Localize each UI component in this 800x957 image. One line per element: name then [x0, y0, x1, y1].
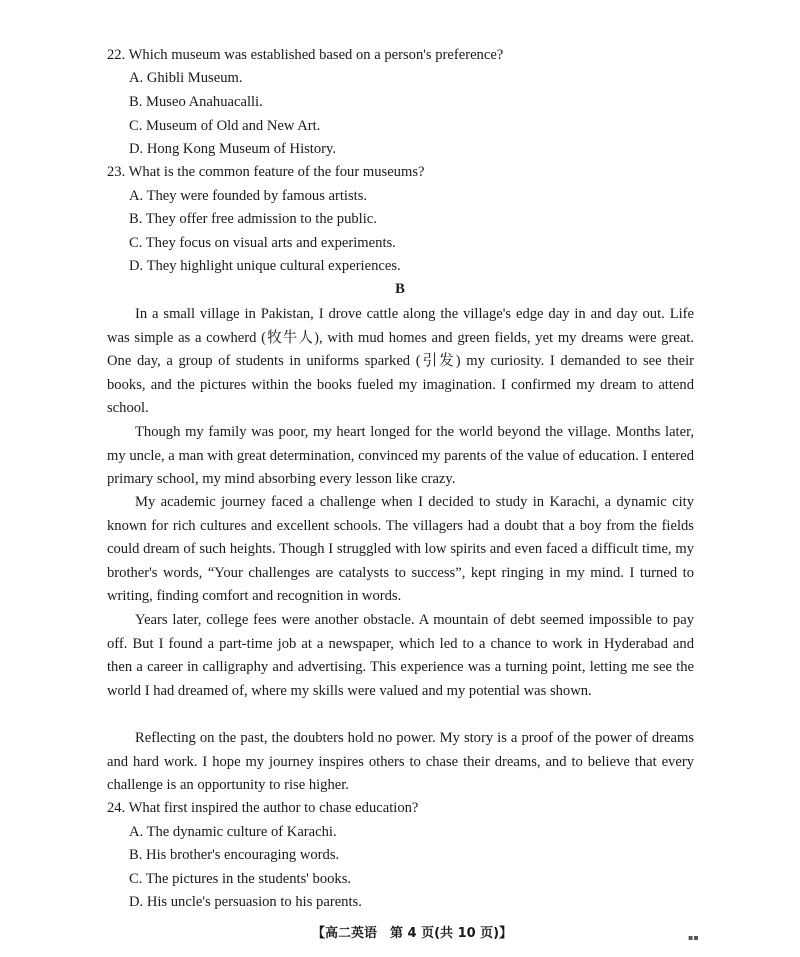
question-24-option-b: B. His brother's encouraging words. — [129, 847, 340, 863]
page-footer: 【高二英语 第 4 页(共 10 页)】 — [312, 926, 513, 941]
passage-paragraph-3: My academic journey faced a challenge when I decided to study in Karachi, a dynamic city known for rich cultures and excellent schools. The villagers had a doubt that a boy from the fields could dream of such heights. Though I struggled with low spirits and even faced a difficult time, my brother's words, “Your challenges are catalysts to success”, kept ringing in my mind. I turned to writing, finding comfort and recognition in words. — [107, 494, 694, 604]
question-23-stem — [107, 162, 424, 182]
question-22-option-b: B. Museo Anahuacalli. — [129, 94, 263, 110]
question-number: 23. — [107, 164, 126, 180]
section-b-heading: B — [395, 281, 405, 297]
question-24-option-a: A. The dynamic culture of Karachi. — [129, 824, 337, 840]
question-23-option-a: A. They were founded by famous artists. — [129, 188, 368, 204]
passage-paragraph-1: In a small village in Pakistan, I drove cattle along the village's edge day in and day out. Life was simple as a cowherd (牧牛人), with mud homes and green fields, yet my dreams were great. One day, a group of students in uniforms sparked (引发) my curiosity. I demanded to see their books, and the pictures within the books fueled my imagination. I confirmed my dream to attend school. — [107, 306, 694, 416]
question-number: 24. — [107, 800, 126, 816]
question-24-option-d: D. His uncle's persuasion to his parents. — [129, 894, 362, 910]
question-23-option-d: D. They highlight unique cultural experiences. — [129, 258, 401, 274]
question-number: 22. — [107, 47, 126, 63]
question-text: What is the common feature of the four museums? — [128, 164, 425, 180]
question-22-option-a: A. Ghibli Museum. — [129, 70, 243, 86]
question-22-option-d: D. Hong Kong Museum of History. — [129, 141, 337, 157]
question-23-option-b: B. They offer free admission to the public. — [129, 211, 377, 227]
question-24-stem — [107, 798, 418, 818]
passage-paragraph-5: Reflecting on the past, the doubters hold no power. My story is a proof of the power of dreams and hard work. I hope my journey inspires others to chase their dreams, and to believe that every challenge is an opportunity to rise higher. — [107, 730, 694, 793]
question-text: Which museum was established based on a person's preference? — [128, 47, 504, 63]
question-text: What first inspired the author to chase education? — [128, 800, 419, 816]
corner-mark: ▪▪ — [688, 933, 699, 942]
question-23-option-c: C. They focus on visual arts and experiments. — [129, 235, 396, 251]
question-22-stem — [107, 45, 503, 65]
question-24-option-c: C. The pictures in the students' books. — [129, 871, 352, 887]
question-22-option-c: C. Museum of Old and New Art. — [129, 118, 321, 134]
passage-paragraph-2: Though my family was poor, my heart longed for the world beyond the village. Months later, my uncle, a man with great determination, convinced my parents of the value of education. I entered primary school, my mind absorbing every lesson like crazy. — [107, 424, 694, 487]
passage-paragraph-4: Years later, college fees were another obstacle. A mountain of debt seemed impossible to pay off. But I found a part-time job at a newspaper, which led to a chance to work in Hyderabad and then a career in calligraphy and advertising. This experience was a turning point, letting me see the world I had dreamed of, where my skills were valued and my potential was shown. — [107, 612, 694, 699]
